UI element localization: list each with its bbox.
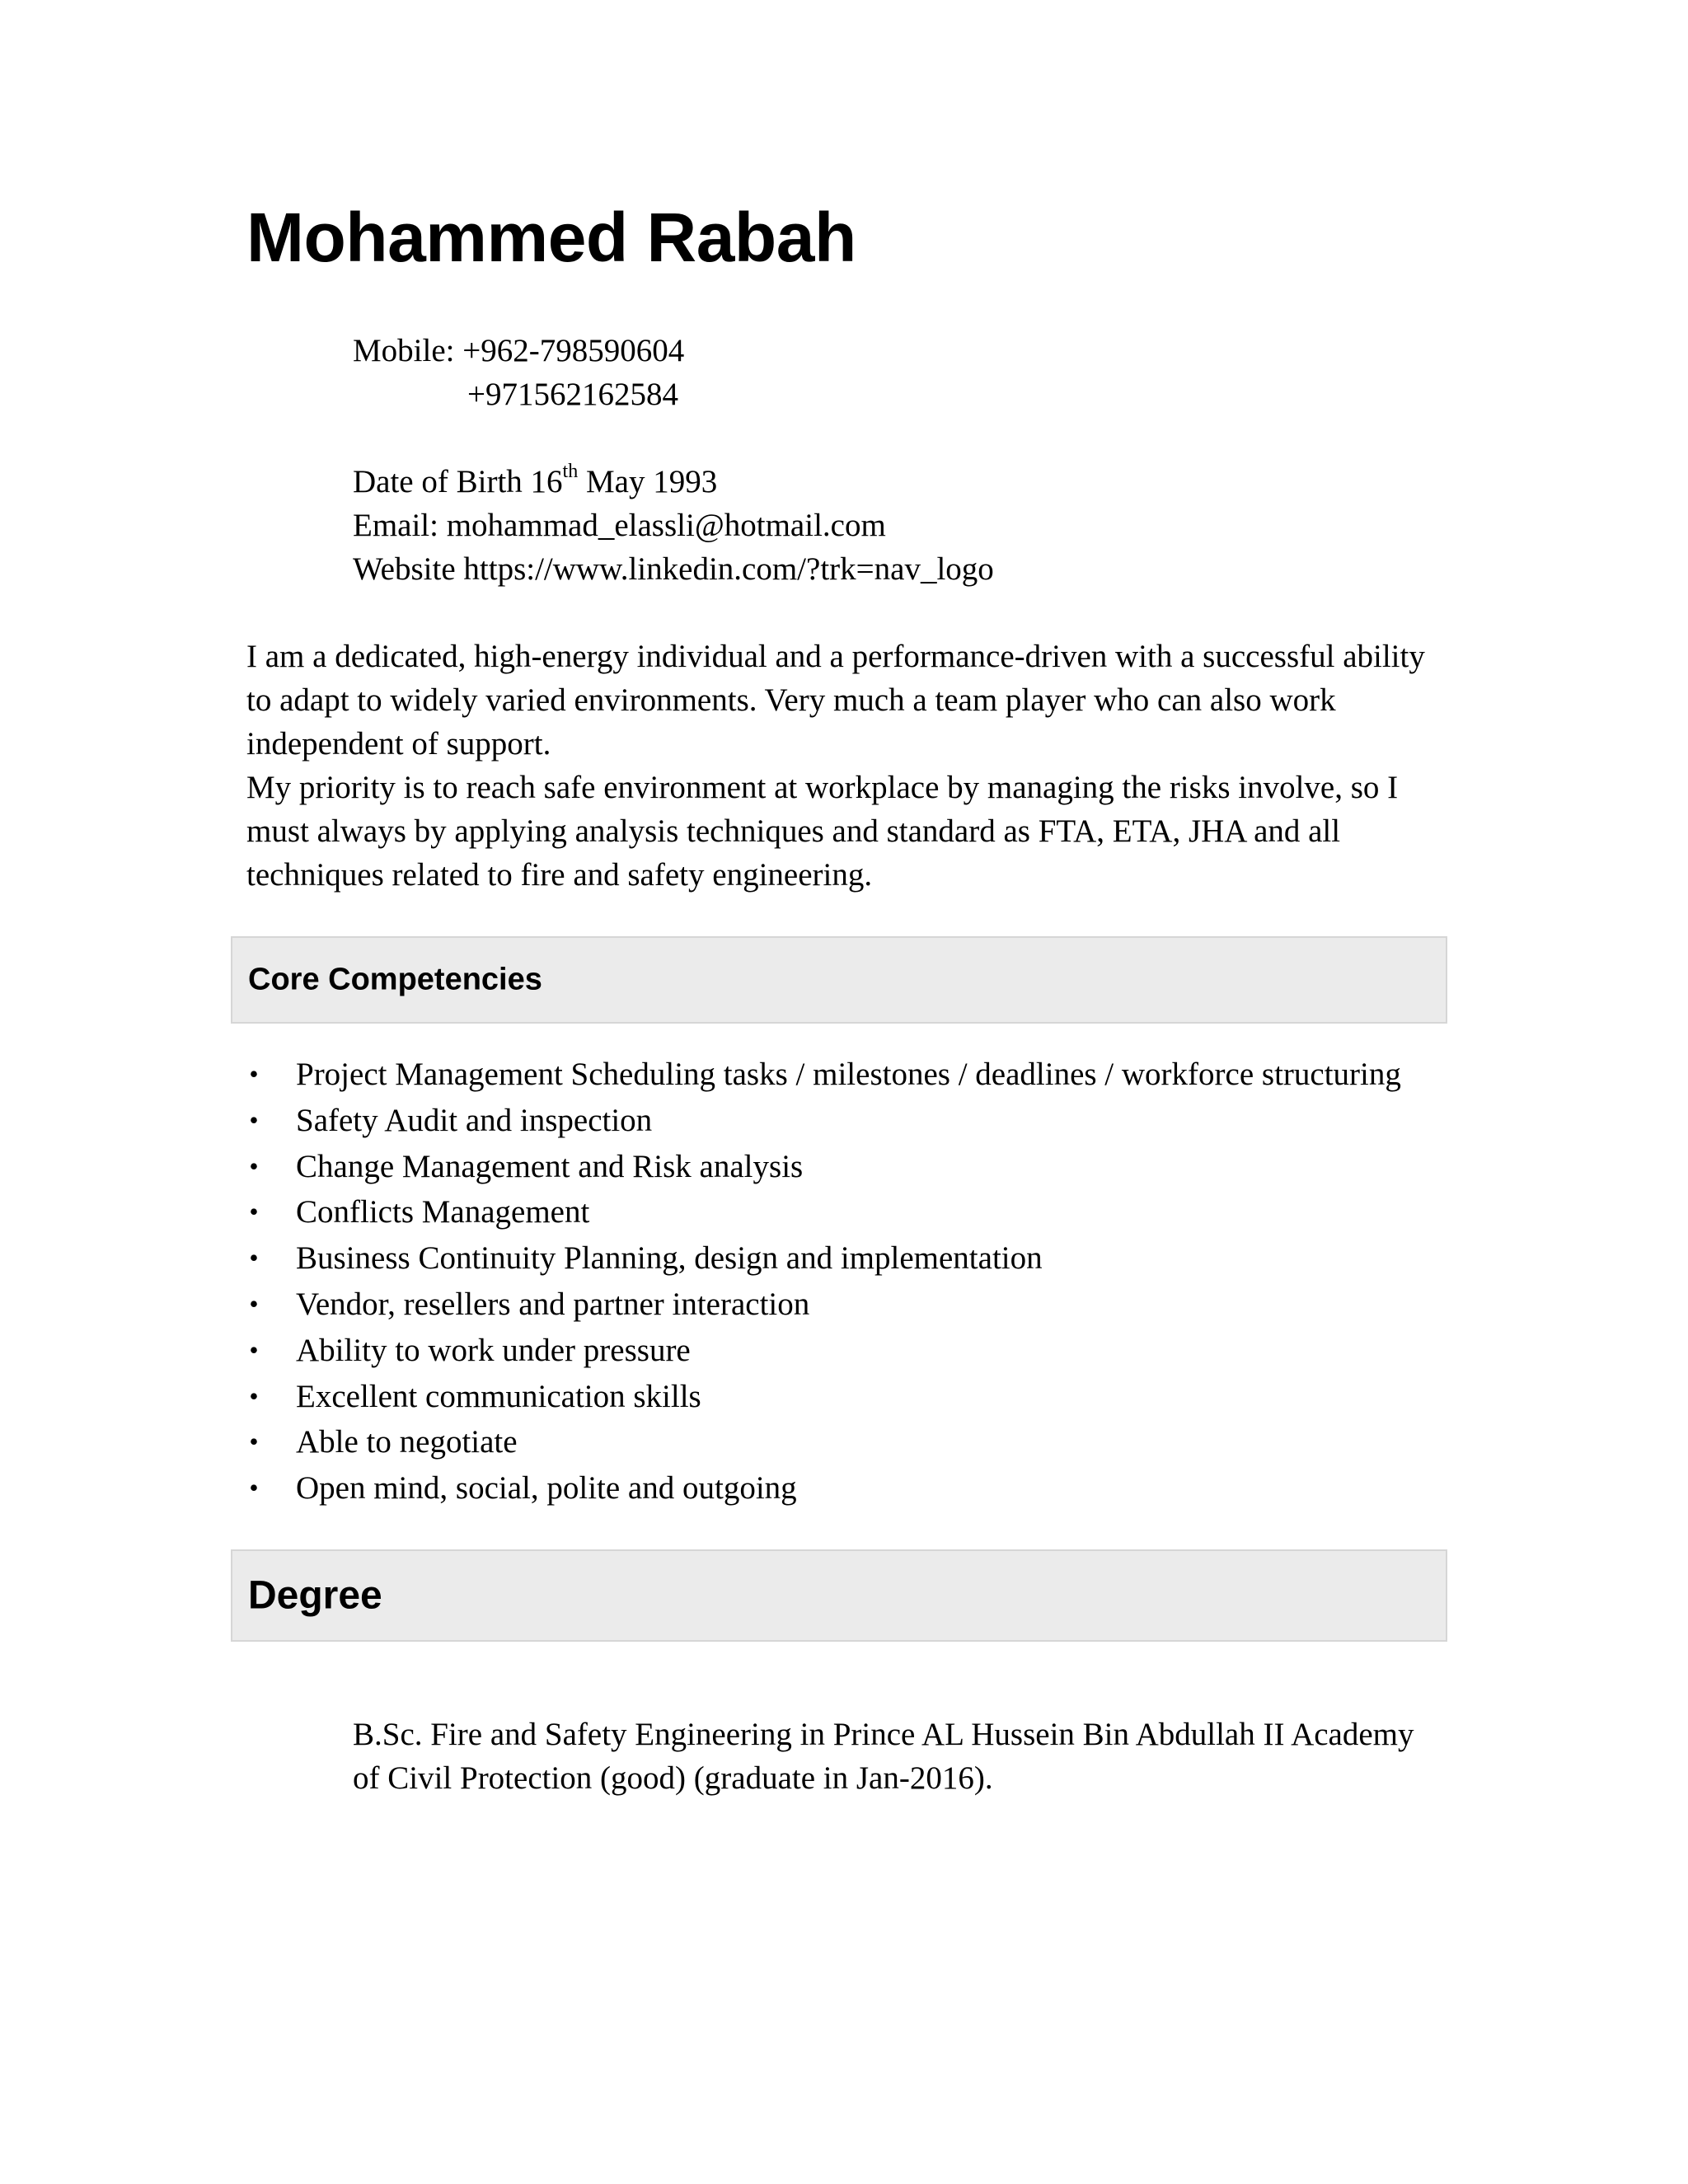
list-item [246, 1098, 1401, 1144]
list-item [246, 1235, 1401, 1282]
bullet-icon: • [249, 1151, 259, 1181]
dob-rest: May 1993 [578, 464, 718, 499]
dob-prefix: Date of Birth 16 [353, 464, 563, 499]
competency-text: Conflicts Management [296, 1194, 590, 1230]
competency-text: Excellent communication skills [296, 1378, 701, 1414]
degree-text: B.Sc. Fire and Safety Engineering in Prince AL Hussein Bin Abdullah II Academy of Civil Protection (good) (graduate in Jan-2016). [353, 1717, 1414, 1796]
bullet-icon: • [249, 1059, 259, 1089]
list-item [246, 1282, 1401, 1328]
competency-text: Open mind, social, polite and outgoing [296, 1470, 797, 1507]
bullet-icon: • [249, 1473, 259, 1503]
competency-text: Ability to work under pressure [296, 1332, 691, 1368]
summary-paragraph-1: I am a dedicated, high-energy individual and a performance-driven with a successful ability to adapt to widely varied environments. Very much a team player who can also work independent of support. [246, 639, 1425, 762]
bullet-icon: • [249, 1334, 259, 1365]
competency-text: Business Continuity Planning, design and implementation [296, 1240, 1043, 1277]
core-competencies-list [246, 1052, 1401, 1511]
candidate-name: Mohammed Rabah [246, 199, 856, 276]
contact-spacer [353, 416, 1507, 460]
competency-text: Able to negotiate [296, 1424, 518, 1460]
list-item [246, 1465, 1401, 1511]
date-of-birth [353, 460, 1507, 504]
degree-heading: Degree [248, 1573, 382, 1618]
dob-ordinal-suffix: th [562, 461, 579, 482]
competency-text: Safety Audit and inspection [296, 1102, 653, 1138]
list-item [246, 1052, 1401, 1098]
core-competencies-heading: Core Competencies [248, 962, 542, 997]
bullet-icon: • [249, 1288, 259, 1319]
contact-block [353, 329, 1507, 591]
bullet-icon: • [249, 1104, 259, 1135]
list-item [246, 1189, 1401, 1235]
degree-heading-bar [231, 1549, 1447, 1642]
bullet-icon: • [249, 1380, 259, 1411]
core-competencies-heading-bar [231, 936, 1447, 1024]
bullet-icon: • [249, 1197, 259, 1227]
email: Email: mohammad_elassli@hotmail.com [353, 508, 886, 543]
mobile-secondary: +971562162584 [467, 377, 678, 412]
list-item [246, 1328, 1401, 1374]
summary-paragraph-2: My priority is to reach safe environment at workplace by managing the risks involve, so I must always by applying analysis techniques and standard as FTA, ETA, JHA and all techniques related to fire and safety engineering. [246, 770, 1399, 893]
competency-text: Project Management Scheduling tasks / milestones / deadlines / workforce structuring [296, 1057, 1401, 1092]
competency-text: Change Management and Risk analysis [296, 1148, 804, 1184]
list-item [246, 1374, 1401, 1420]
degree-details [353, 1713, 1424, 1800]
website: Website https://www.linkedin.com/?trk=nav_logo [353, 551, 994, 587]
bullet-icon: • [249, 1427, 259, 1457]
list-item [246, 1419, 1401, 1465]
competency-text: Vendor, resellers and partner interaction [296, 1286, 810, 1322]
mobile-primary: Mobile: +962-798590604 [353, 333, 685, 368]
bullet-icon: • [249, 1243, 259, 1273]
professional-summary [246, 635, 1450, 897]
list-item [246, 1144, 1401, 1190]
